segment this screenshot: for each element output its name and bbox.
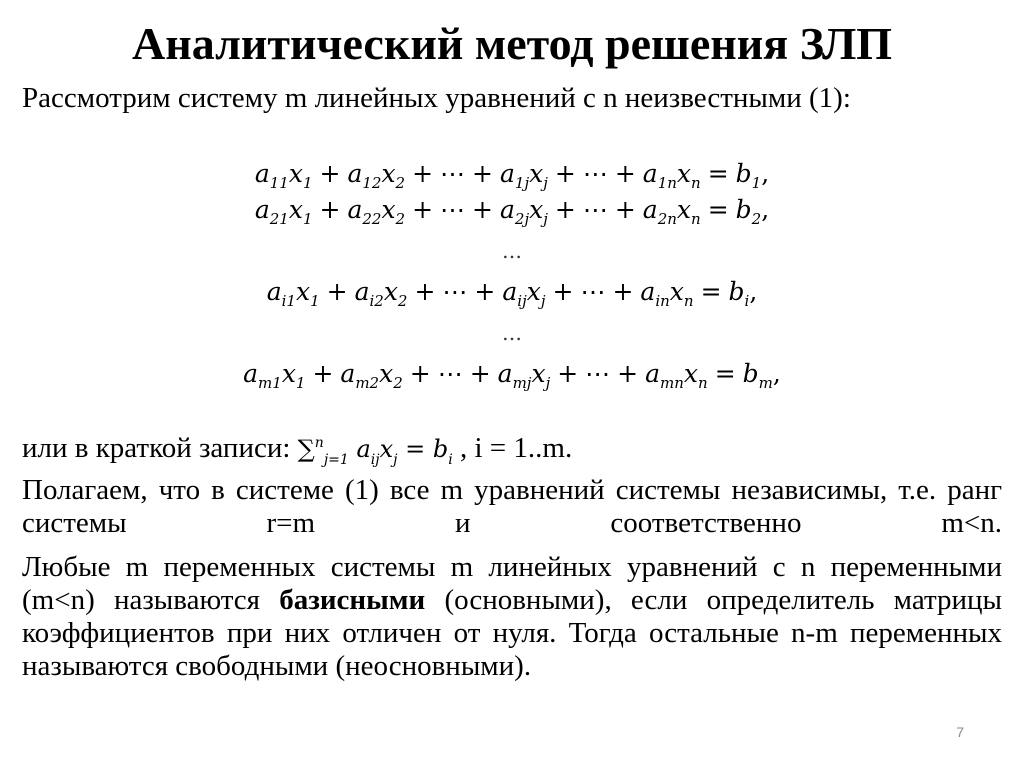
- equation-term: $a_{in}x_n$: [640, 277, 694, 310]
- equation-rhs: b: [735, 195, 752, 224]
- equation-term: $a_{2j}x_j$: [500, 195, 548, 228]
- equation-term: $a_{1j}x_j$: [500, 159, 548, 192]
- rhs-b: b: [432, 435, 449, 463]
- equation-term: $a_{mn}x_n$: [645, 359, 708, 392]
- equation-term: $a_{1n}x_n$: [642, 159, 701, 192]
- ellipsis: ⋯: [440, 195, 466, 224]
- equation-row: $a_{21}x_1 + a_{22}x_2$ + ⋯ + $a_{2j}x_j$ + ⋯ + $a_{2n}x_n = b_2$,: [254, 195, 770, 228]
- short-notation-suffix: , i = 1..m.: [452, 432, 573, 464]
- equation-term: $a_{i1}x_1$: [266, 277, 320, 310]
- sum-symbol: ∑: [297, 435, 315, 463]
- equation-term: $a_{i2}x_2$: [354, 277, 408, 310]
- basis-paragraph: [22, 551, 1002, 683]
- summation-formula: [297, 435, 453, 468]
- equation-ellipsis: …: [502, 239, 522, 263]
- basis-term: базисными: [279, 584, 426, 616]
- ellipsis: ⋯: [585, 359, 611, 388]
- coef-a-index: ij: [370, 452, 380, 468]
- ellipsis: ⋯: [582, 159, 608, 188]
- equation-ellipsis: …: [502, 321, 522, 345]
- equation-term: $a_{ij}x_j$: [502, 277, 546, 310]
- sum-lower-limit: j=1: [323, 452, 349, 468]
- equals-sign: =: [397, 435, 433, 463]
- equation-rhs: b: [742, 359, 759, 388]
- short-notation-line: [22, 430, 572, 467]
- equation-term: $a_{22}x_2$: [347, 195, 406, 228]
- ellipsis: ⋯: [580, 277, 606, 306]
- coef-a: a: [356, 435, 371, 463]
- ellipsis: ⋯: [440, 159, 466, 188]
- var-x-index: j: [393, 452, 398, 468]
- equation-row: $a_{11}x_1 + a_{12}x_2$ + ⋯ + $a_{1j}x_j$ + ⋯ + $a_{1n}x_n = b_1$,: [254, 159, 770, 192]
- page-number: 7: [956, 724, 964, 740]
- equation-system: [0, 156, 1024, 392]
- basis-paragraph-part2: (основными), если определитель матрицы коэффициентов при них отличен от нуля. Тогда остальные n-m переменных называются свободными (неосновными).: [22, 584, 1002, 682]
- equation-rhs: b: [735, 159, 752, 188]
- var-x: x: [379, 435, 394, 463]
- sum-upper-limit: n: [314, 435, 324, 451]
- equation-term: $a_{11}x_1$: [254, 159, 313, 192]
- basis-paragraph-part1: Любые m переменных системы m линейных уравнений с n переменными (m<n) называются: [22, 551, 1002, 616]
- ellipsis: ⋯: [582, 195, 608, 224]
- equation-term: $a_{21}x_1$: [254, 195, 313, 228]
- equation-term: $a_{m1}x_1$: [243, 359, 306, 392]
- intro-paragraph: Рассмотрим систему m линейных уравнений с n неизвестными (1):: [22, 82, 851, 114]
- ellipsis: ⋯: [442, 277, 468, 306]
- equation-term: $a_{mj}x_j$: [497, 359, 551, 392]
- equation-term: $a_{m2}x_2$: [340, 359, 403, 392]
- equation-term: $a_{12}x_2$: [347, 159, 406, 192]
- equation-rhs: b: [728, 277, 745, 306]
- equation-row: $a_{i1}x_1 + a_{i2}x_2$ + ⋯ + $a_{ij}x_j$ + ⋯ + $a_{in}x_n = b_i$,: [266, 277, 758, 310]
- rhs-b-index: i: [448, 452, 453, 468]
- slide-title: Аналитический метод решения ЗЛП: [131, 18, 893, 69]
- independence-paragraph: Полагаем, что в системе (1) все m уравнений системы независимы, т.е. ранг системы r=m и соответственно m<n.: [22, 474, 1002, 539]
- equation-row: $a_{m1}x_1 + a_{m2}x_2$ + ⋯ + $a_{mj}x_j$ + ⋯ + $a_{mn}x_n = b_m$,: [243, 359, 781, 392]
- equation-term: $a_{2n}x_n$: [642, 195, 701, 228]
- ellipsis: ⋯: [437, 359, 463, 388]
- short-notation-prefix: или в краткой записи:: [22, 432, 298, 464]
